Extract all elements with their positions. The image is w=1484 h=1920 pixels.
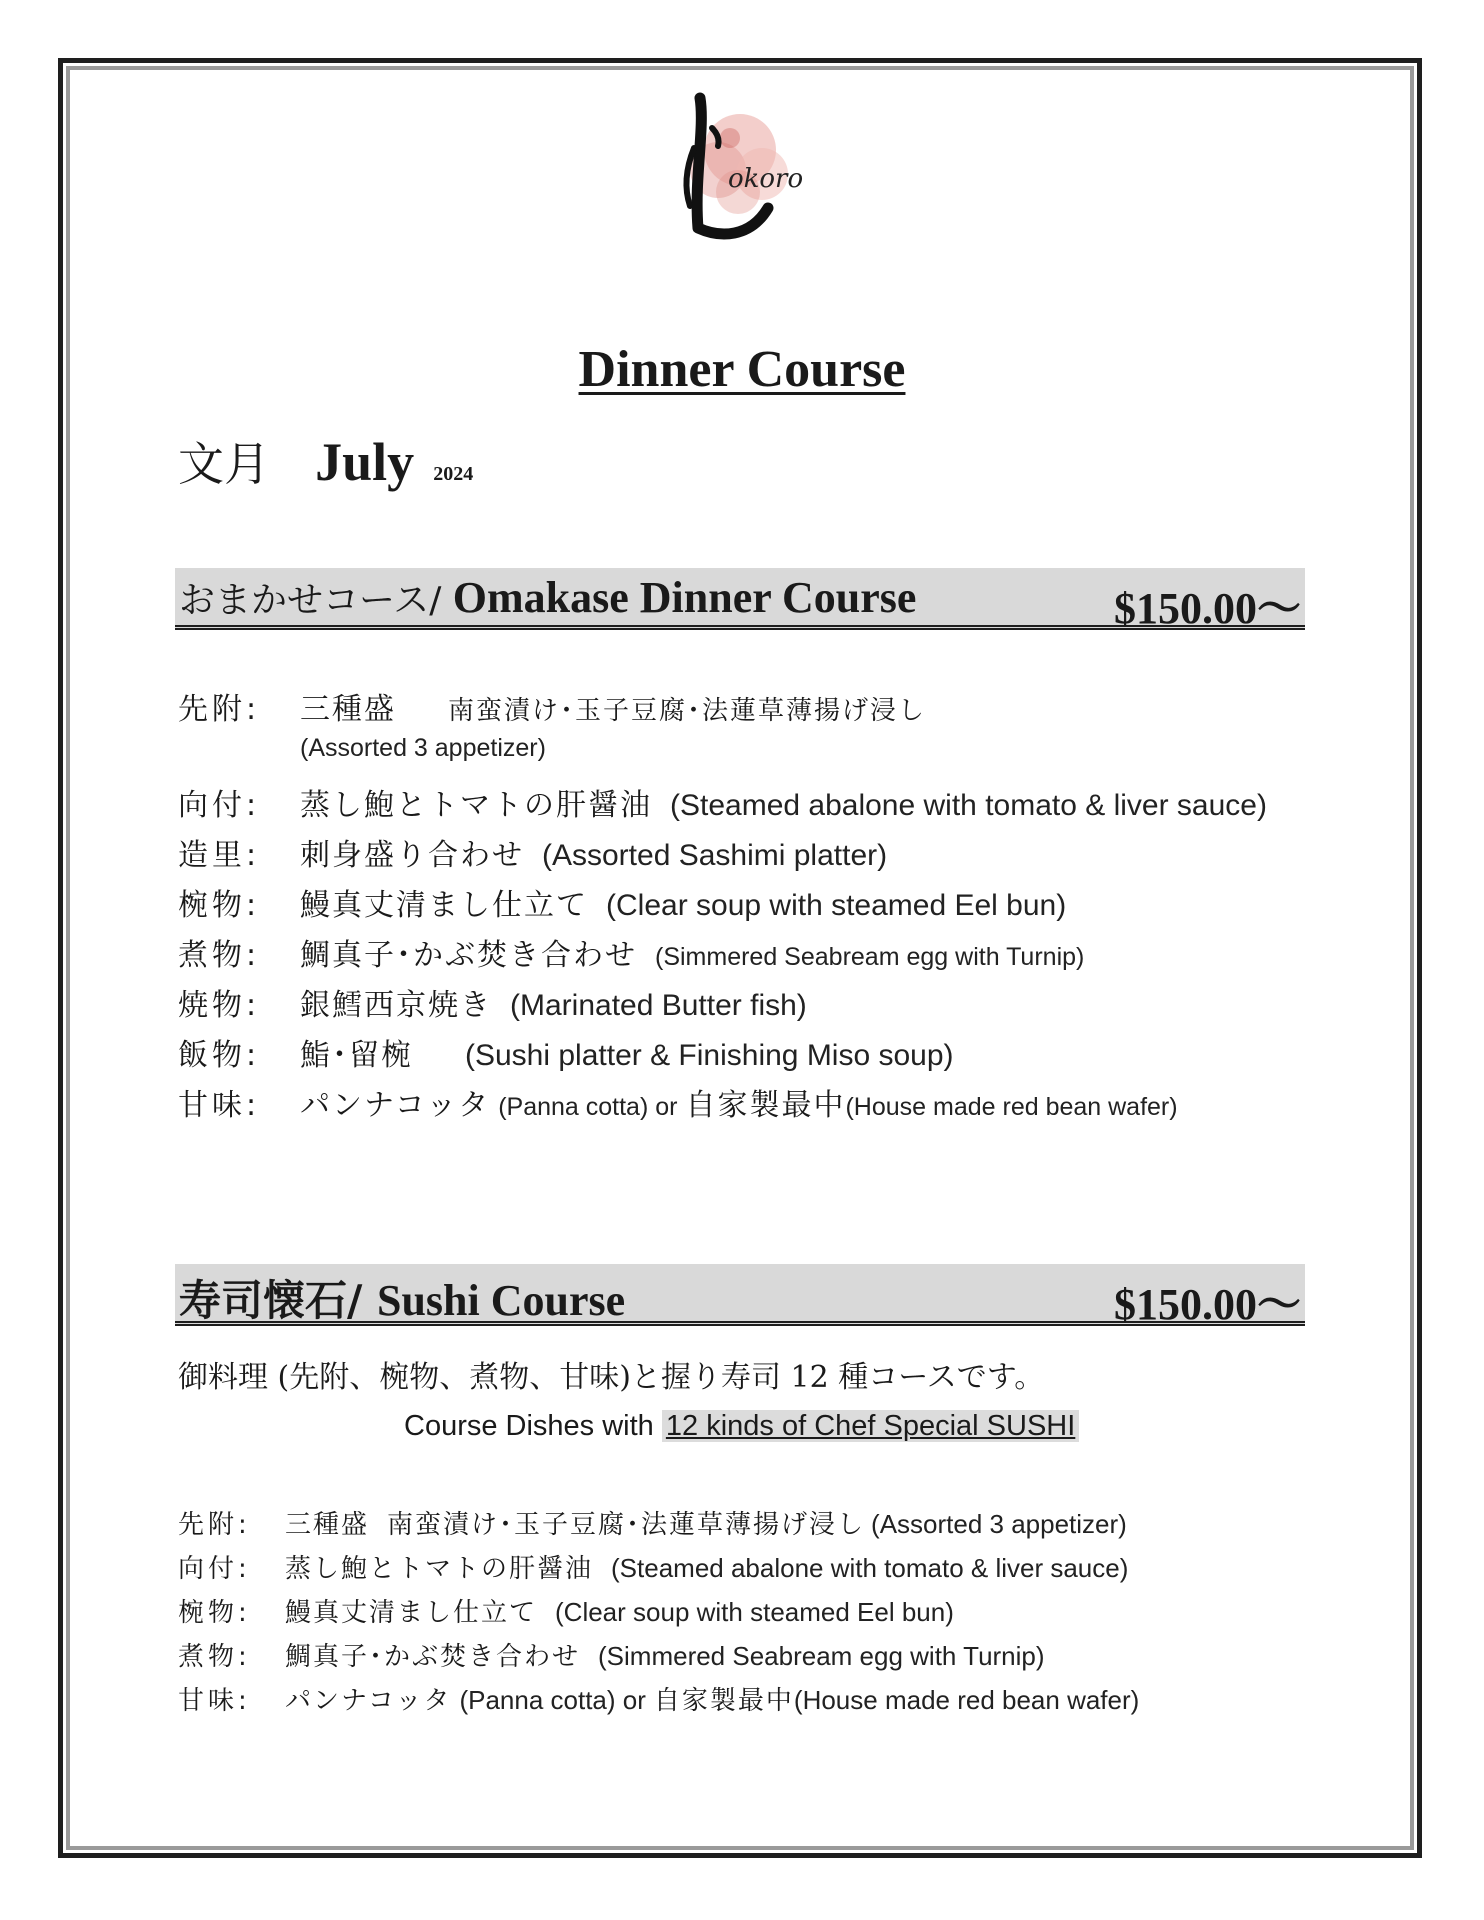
dish-desc: (Assorted 3 appetizer) [871, 1509, 1127, 1539]
dish-name: 三種盛 [285, 1510, 370, 1540]
logo-wordmark: okoro [728, 164, 804, 194]
sushi-desc-text: Course Dishes with [404, 1410, 662, 1442]
omakase-price: $150.00～ [1114, 584, 1301, 633]
month-jp: 文月 [178, 437, 270, 491]
sushi-title-en: Sushi Course [376, 1276, 626, 1325]
sushi-menu [178, 1504, 1139, 1724]
dish-desc: (Clear soup with steamed Eel bun) [606, 889, 1067, 922]
course-label: 焼物: [178, 988, 261, 1023]
month-en: July [315, 432, 415, 492]
dish-name: パンナコッタ [285, 1686, 452, 1716]
dish-name: 鰻真丈清まし仕立て [300, 888, 588, 923]
menu-item [178, 1680, 1139, 1724]
sushi-header [175, 1264, 1305, 1329]
omakase-title-en: Omakase Dinner Course [452, 573, 917, 622]
dish-desc: (Clear soup with steamed Eel bun) [555, 1597, 954, 1627]
menu-item [178, 1592, 1139, 1636]
dish-desc-jp: 南蛮漬け･玉子豆腐･法蓮草薄揚げ浸し [387, 1510, 866, 1540]
course-label: 椀物: [178, 1598, 251, 1628]
course-label: 向付: [178, 1554, 251, 1584]
dish-desc: (Sushi platter & Finishing Miso soup) [465, 1039, 954, 1072]
dish-name: 鯛真子･かぶ焚き合わせ [285, 1642, 581, 1672]
month-heading [178, 428, 473, 494]
dish-name-2: 自家製最中 [653, 1686, 794, 1716]
sushi-price: $150.00～ [1114, 1280, 1301, 1329]
course-label: 煮物: [178, 938, 261, 973]
dish-name: 蒸し鮑とトマトの肝醤油 [285, 1554, 594, 1584]
menu-item [178, 780, 1267, 830]
dish-name: 鯛真子･かぶ焚き合わせ [300, 938, 637, 973]
menu-item [178, 930, 1267, 980]
dish-name: パンナコッタ [300, 1088, 491, 1123]
dish-name: 刺身盛り合わせ [300, 838, 524, 873]
dish-desc-2: (House made red bean wafer) [845, 1093, 1178, 1121]
course-label: 造里: [178, 838, 261, 873]
sushi-title-jp: 寿司懐石/ [179, 1276, 377, 1325]
menu-item [178, 734, 1267, 780]
menu-item [178, 1030, 1267, 1080]
dish-desc-2: (House made red bean wafer) [793, 1685, 1140, 1715]
sushi-description-en [404, 1410, 1079, 1443]
menu-item [178, 1504, 1139, 1548]
menu-item [178, 830, 1267, 880]
dish-name: 銀鱈西京焼き [300, 988, 492, 1023]
course-label: 向付: [178, 788, 261, 823]
menu-item [178, 880, 1267, 930]
dish-name: 蒸し鮑とトマトの肝醤油 [300, 788, 652, 823]
dish-desc: (Marinated Butter fish) [510, 989, 807, 1022]
dish-desc: (Panna cotta) or [498, 1093, 678, 1121]
dish-desc: (Panna cotta) or [459, 1685, 646, 1715]
sushi-description-jp: 御料理 (先附、椀物、煮物、甘味)と握り寿司 12 種コースです。 [178, 1360, 1045, 1395]
course-label: 煮物: [178, 1642, 251, 1672]
page-title: Dinner Course [578, 341, 906, 398]
omakase-header [175, 568, 1305, 633]
dish-name: 鰻真丈清まし仕立て [285, 1598, 538, 1628]
dish-desc: (Simmered Seabream egg with Turnip) [598, 1641, 1045, 1671]
course-label: 椀物: [178, 888, 261, 923]
omakase-menu [178, 684, 1267, 1130]
dish-name: 三種盛 [300, 692, 396, 727]
sushi-desc-highlight: 12 kinds of Chef Special SUSHI [662, 1410, 1079, 1442]
menu-item [178, 1636, 1139, 1680]
menu-item [178, 684, 1267, 734]
course-label: 甘味: [178, 1088, 261, 1123]
menu-item [178, 1548, 1139, 1592]
omakase-title-jp: おまかせコース/ [179, 580, 453, 621]
menu-item [178, 980, 1267, 1030]
dish-name: 鮨･留椀 [300, 1038, 413, 1073]
course-label: 先附: [178, 1510, 251, 1540]
course-label: 飯物: [178, 1038, 261, 1073]
dish-name-2: 自家製最中 [685, 1088, 846, 1123]
dish-desc-jp: 南蛮漬け･玉子豆腐･法蓮草薄揚げ浸し [448, 696, 927, 726]
month-year: 2024 [433, 463, 474, 485]
menu-item [178, 1080, 1267, 1130]
dish-desc: (Assorted Sashimi platter) [542, 839, 888, 872]
dish-desc: (Steamed abalone with tomato & liver sauce) [670, 789, 1267, 822]
course-label: 甘味: [178, 1686, 251, 1716]
dish-desc: (Steamed abalone with tomato & liver sauce) [611, 1553, 1129, 1583]
dish-desc: (Assorted 3 appetizer) [300, 734, 546, 762]
dish-desc: (Simmered Seabream egg with Turnip) [655, 943, 1085, 971]
course-label: 先附: [178, 692, 261, 727]
